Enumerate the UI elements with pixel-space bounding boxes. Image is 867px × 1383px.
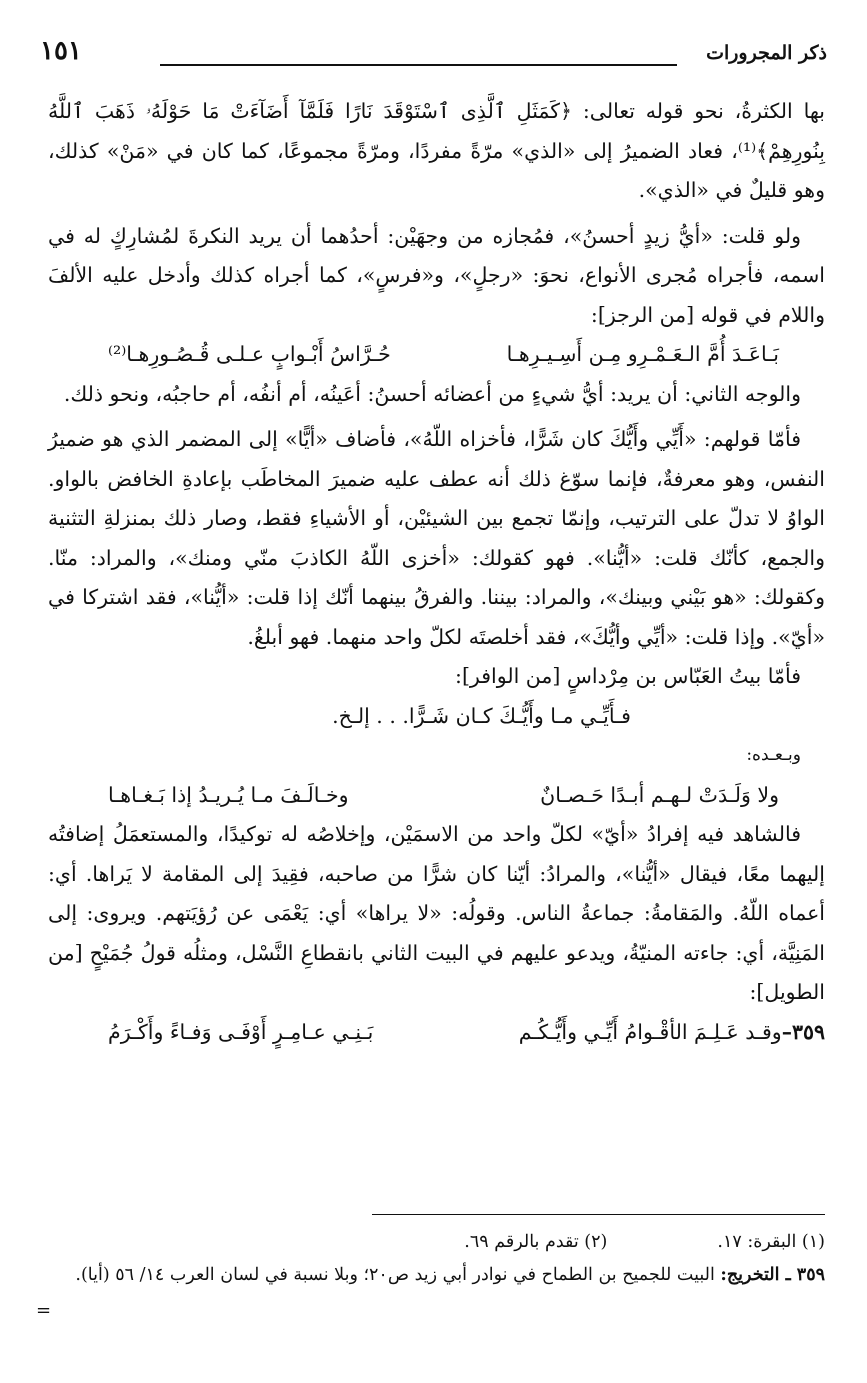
takhrij-label: ٣٥٩ ـ التخريج:	[720, 1265, 825, 1285]
continuation-mark: =	[36, 1300, 52, 1321]
paragraph-1: بها الكثرةُ، نحو قوله تعالى: ﴿كَمَثَلِ ٱلَّذِى ٱسْتَوْقَدَ نَارًا فَلَمَّآ أَضَآءَتْ مَا حَوْلَهُۥ ذَهَبَ ٱللَّهُ بِنُورِهِمْ﴾⁽¹⁾، فعاد الضميرُ إلى «الذي» مرّةً مفردًا، ومرّةً مجموعًا، كما كان في «مَنْ» كذلك، وهو قليلٌ في «الذي».	[48, 99, 825, 202]
verse-359-first-text: وقـد عَـلِـمَ الأقْـوامُ أَيِّـي وأَيُّـكُـم	[518, 1019, 782, 1044]
running-title: ذكر المجرورات	[706, 42, 827, 64]
footnote-2: (٢) تقدم بالرقم ٦٩.	[464, 1232, 608, 1252]
verse-359-first-hemistich	[519, 1013, 825, 1053]
verse-3-first-hemistich: ولا وَلَـدَتْ لـهـم أبـدًا حَـصـانٌ	[540, 782, 779, 807]
takhrij-note	[48, 1259, 825, 1292]
paragraph-5: فأمّا بيتُ العَبّاس بن مِرْداسٍ [من الوافر]:	[455, 664, 801, 688]
paragraph-6: وبـعـده:	[746, 745, 801, 765]
verse-3-second-hemistich: وخـالَـفَ مـا يُـريـدُ إذا بَـغـاهـا	[108, 782, 349, 807]
page-number: ١٥١	[40, 36, 82, 66]
verse-1-first-hemistich: بَـاعَـدَ أُمَّ الـعَـمْـرِو مِـن أَسِـيـرِهـا	[506, 342, 779, 366]
paragraph-2: ولو قلت: «أيُّ زيدٍ أحسنُ»، فمُجازه من وجهَيْن: أحدُهما أن يريد النكرةَ لمُشارِكٍ له في اسمه، فأجراه مُجرى الأنواع، نحوَ: «رجلٍ»، و«فرسٍ»، كما أجراه كذلك وأدخل عليه الألفَ واللام في قوله [من الرجز]:	[48, 223, 825, 327]
verse-2: فـأَيِّـي مـا وأَيُّـكَ كـان شَـرًّا. . . إلـخ.	[332, 703, 631, 728]
verse-1	[48, 335, 825, 375]
footnote-1: (١) البقرة: ١٧.	[717, 1232, 825, 1252]
page-header	[40, 36, 827, 76]
verse-1-second-hemistich: حُـرَّاسُ أَبْـوابٍ عـلـى قُـصُـورِهـا⁽²⁾	[108, 342, 391, 366]
footnote-rule	[372, 1214, 825, 1215]
footnotes	[48, 1226, 825, 1292]
verse-359-second-hemistich: بَـنِـي عـامِـرٍ أَوْفَـى وَفـاءً وأَكْـرَمُ	[108, 1019, 374, 1044]
main-text	[48, 92, 825, 1052]
header-rule	[160, 64, 677, 66]
verse-359	[48, 1013, 825, 1053]
verse-number: ٣٥٩–	[781, 1019, 825, 1044]
paragraph-3: والوجه الثاني: أن يريد: أيُّ شيءٍ من أعضائه أحسنُ: أعَينُه، أم أنفُه، أم حاجبُه، ونحو ذلك.	[63, 381, 801, 406]
paragraph-4: فأمّا قولهم: «أَيِّي وأَيُّكَ كان شَرًّا، فأخزاه اللّهُ»، فأضاف «أيًّا» إلى المضمر الذي هو ضميرُ النفس، وهو معرفةٌ، فإنما سوّغ ذلك أنه عطف عليه ضميرَ المخاطَب بإعادةِ الخافض بالواو. الواوُ لا تدلّ على الترتيب، وإنمّا تجمع بين الشيئيْن، أو الأشياءِ فقط، وصار ذلك بمنزلةِ التثنية والجمع، كأنّك قلت: «أيُّنا». فهو كقولك: «أخزى اللّهُ الكاذبَ منّي ومنك»، والمراد: منّا. وكقولك: «هو بَيْني وبينك»، والمراد: بيننا. والفرقُ بينهما أنّك إذا قلت: «أيُّنا»، فقد اشتركا في «أيّ». وإذا قلت: «أيِّي وأيُّكَ»، فقد أخلصتَه لكلّ واحد منهما. فهو أبلغُ.	[48, 427, 825, 649]
takhrij-text: البيت للجميح بن الطماح في نوادر أبي زيد ص٢٠؛ وبلا نسبة في لسان العرب ١٤/ ٥٦ (أيا).	[75, 1265, 715, 1285]
paragraph-7: فالشاهد فيه إفرادُ «أيّ» لكلّ واحد من الاسمَيْن، وإخلاصُه له توكيدًا، والمستعمَلُ إضافتُه إليهما معًا، فيقال «أيُّنا»، والمرادُ: أيّنا كان شرًّا من صاحبه، فقِيدَ إلى المقامة لا يَراها. أي: أعماه اللّهُ. والمَقامةُ: جماعةُ الناس. وقولُه: «لا يراها» أي: يَعْمَى عن رُؤيَتهم. ويروى: إلى المَنِيَّة، أي: جاءته المنيّةُ، ويدعو عليهم في البيت الثاني بانقطاعِ النَّسْل، ومثلُه قولُ جُمَيْحٍ [من الطويل]:	[48, 822, 825, 1004]
verse-3	[48, 776, 825, 816]
footnote-row	[48, 1226, 825, 1259]
